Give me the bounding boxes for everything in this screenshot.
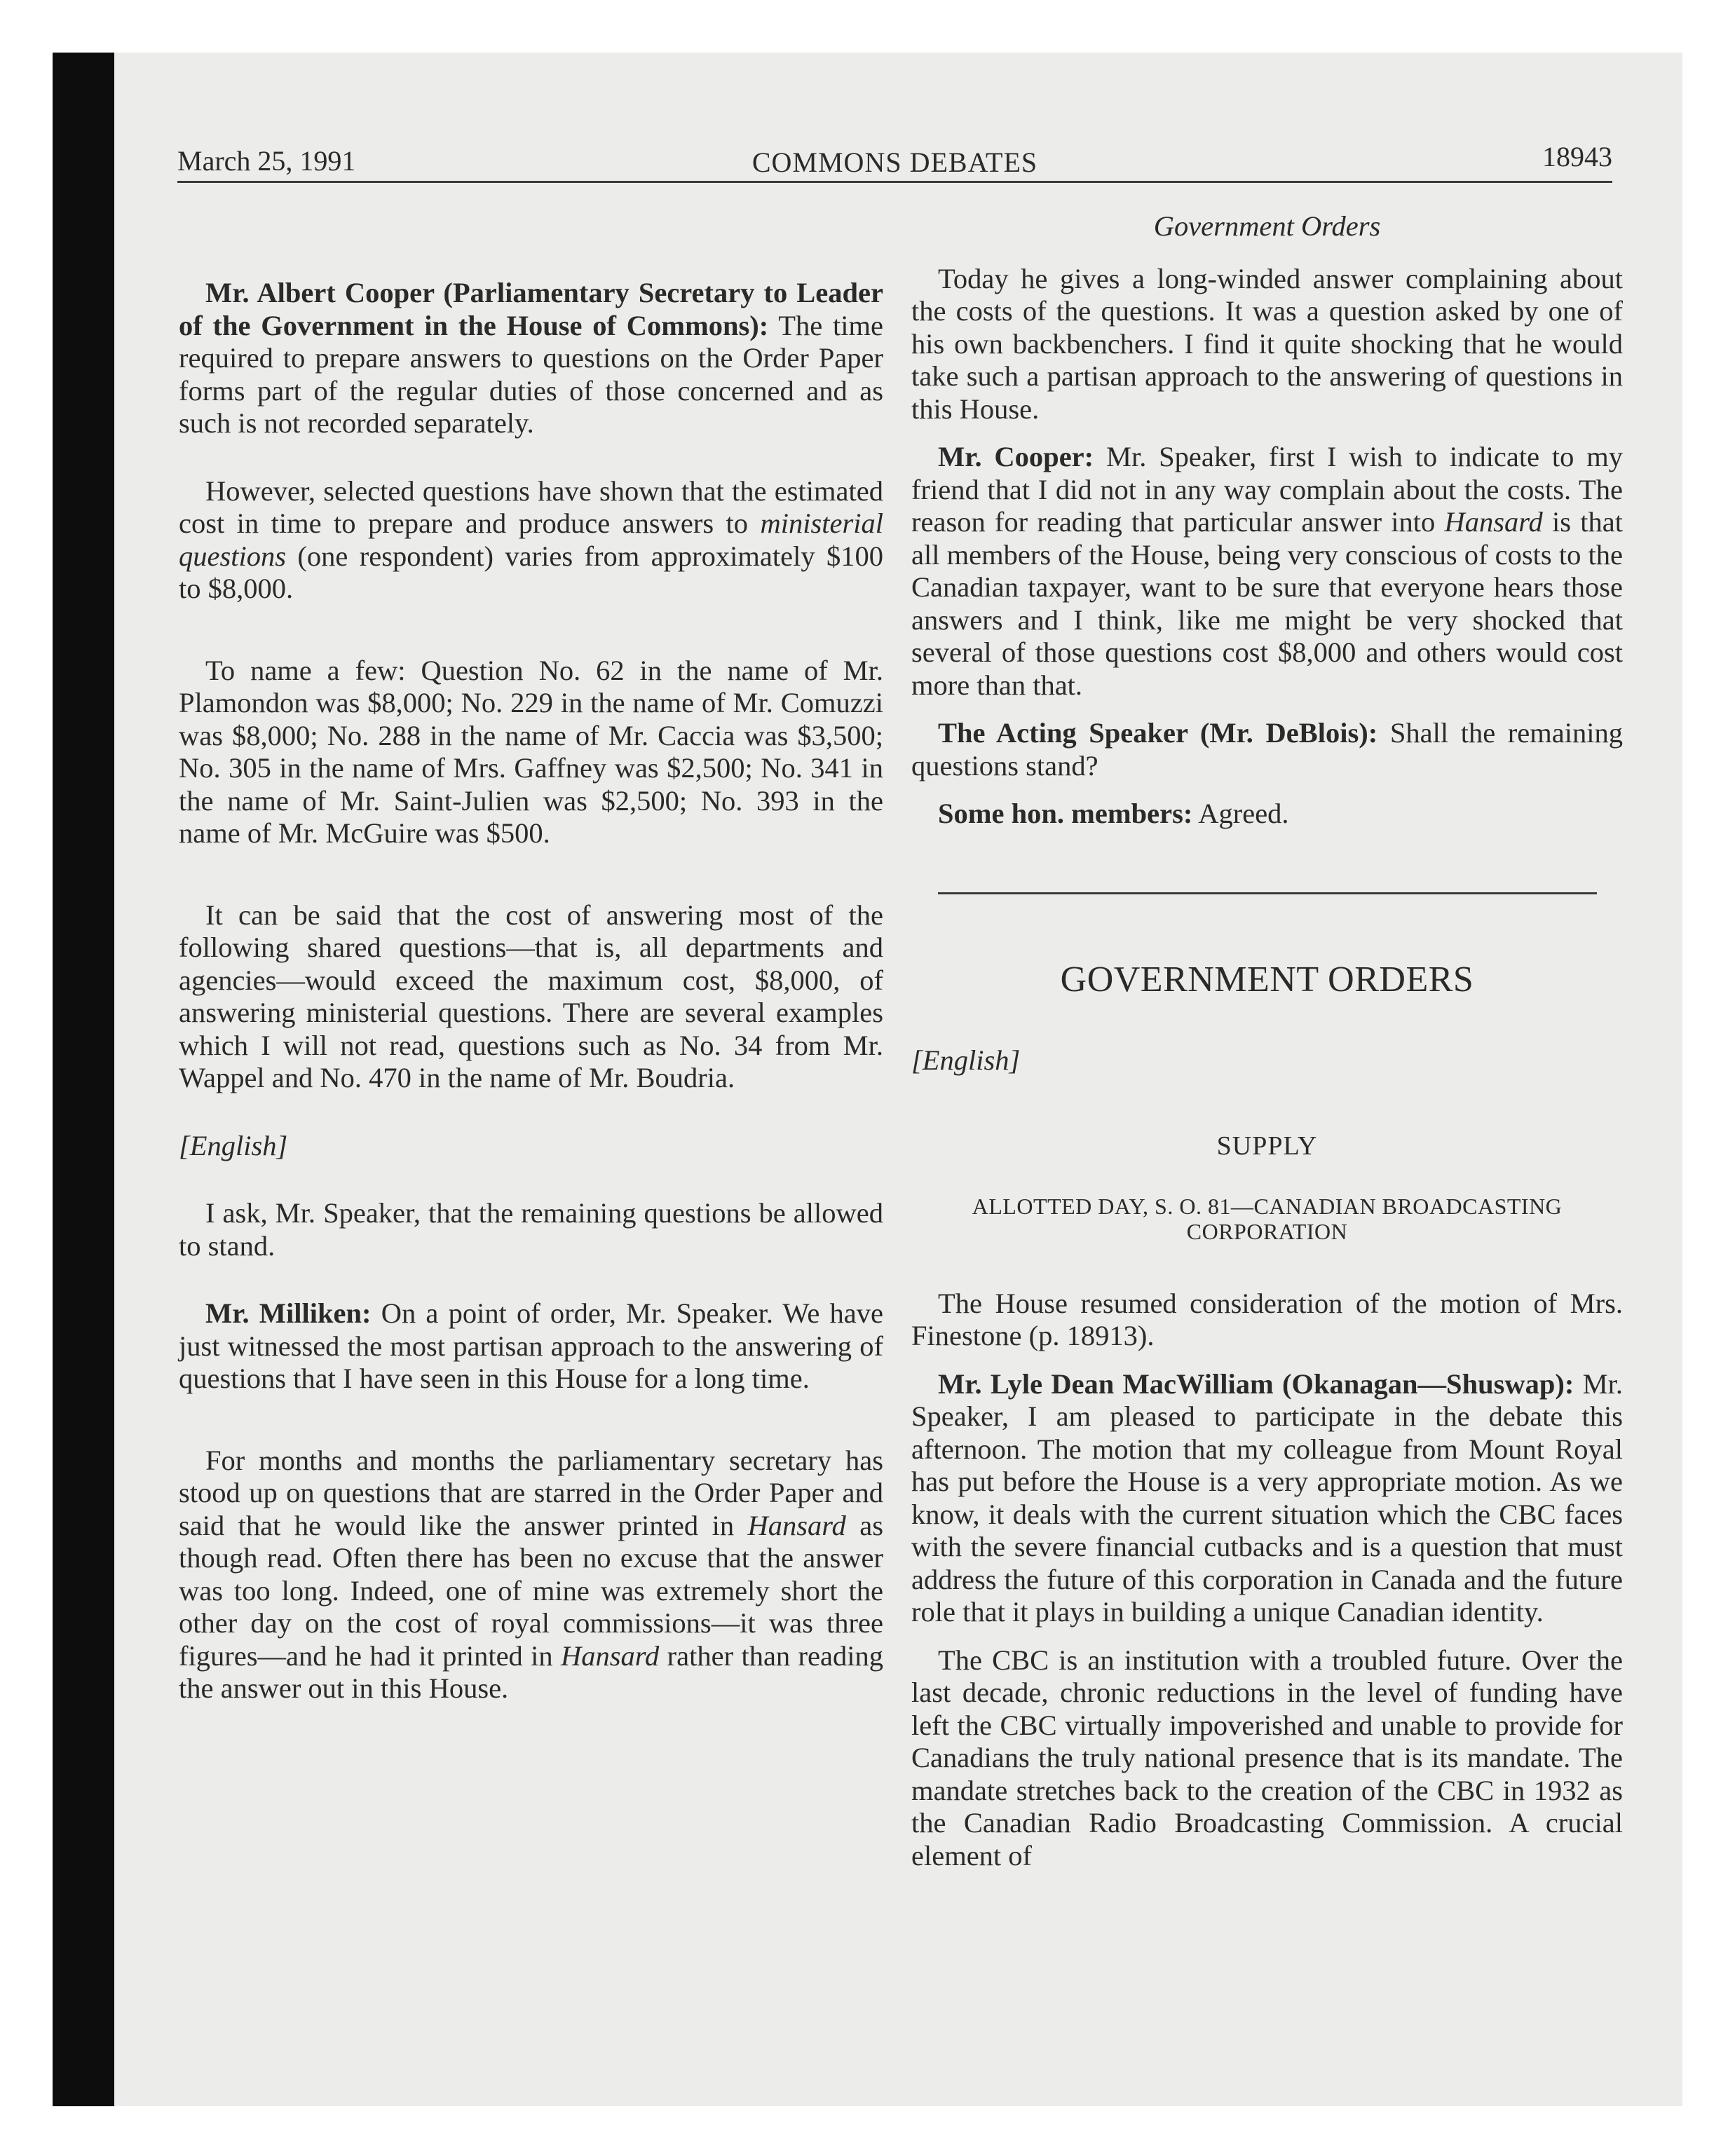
header-date: March 25, 1991 (177, 145, 356, 177)
speaker-name: Mr. Albert Cooper (Parliamentary Secretary to Leader of the Government in the House of Commons): (179, 277, 883, 341)
paragraph-cooper-answer (179, 277, 883, 440)
paragraph-cbc-institution: The CBC is an institution with a troubled future. Over the last decade, chronic reductions in the level of funding have left the CBC virtually impoverished and unable to provide for Canadians the truly national presence that is its mandate. The mandate stretches back to the creation of the CBC in 1932 as the Canadian Radio Broadcasting Commission. A crucial element of (911, 1644, 1623, 1871)
speech-text: For months and months the parliamentary secretary has stood up on questions that are starred in the Order Paper and said that he would like the answer printed in (179, 1444, 883, 1541)
paragraph-name-a-few: To name a few: Question No. 62 in the name of Mr. Plamondon was $8,000; No. 229 in the name of Mr. Comuzzi was $8,000; No. 288 in the name of Mr. Caccia was $3,500; No. 305 in the name of Mrs. Gaffney was $2,500; No. 341 in the name of Mr. Saint-Julien was $2,500; No. 393 in the name of Mr. McGuire was $500. (179, 654, 883, 849)
speaker-name: Mr. Milliken: (205, 1297, 372, 1329)
emphasis-text: Hansard (561, 1639, 660, 1672)
speech-text: On a point of order, Mr. Speaker. We have just witnessed the most partisan approach to the answering of questions that I have seen in this House for a long time. (179, 1297, 883, 1394)
speech-text: However, selected questions have shown that the estimated cost in time to prepare and produce answers to (179, 475, 883, 539)
speaker-name: Mr. Cooper: (938, 441, 1094, 472)
language-marker: [English] (179, 1129, 288, 1161)
speech-text: Shall the remaining questions stand? (911, 717, 1623, 782)
paragraph-remaining-questions: I ask, Mr. Speaker, that the remaining questions be allowed to stand. (179, 1197, 883, 1262)
paragraph-agreed (911, 798, 1623, 831)
left-column (179, 210, 883, 1705)
speech-text: (one respondent) varies from approximately $100 to $8,000. (179, 540, 883, 604)
speaker-name: The Acting Speaker (Mr. DeBlois): (938, 717, 1378, 749)
paragraph-house-resumed: The House resumed consideration of the motion of Mrs. Finestone (p. 18913). (911, 1287, 1623, 1351)
speaker-name: Mr. Lyle Dean MacWilliam (Okanagan—Shuswap): (938, 1367, 1574, 1400)
emphasis-text: Hansard (747, 1509, 846, 1541)
section-label: Government Orders (1153, 210, 1381, 242)
paragraph-selected-questions (179, 475, 883, 606)
scanner-binding-edge (53, 53, 114, 2106)
page-header (177, 140, 1612, 183)
speech-text: is that all members of the House, being very conscious of costs to the Canadian taxpayer, want to be sure that everyone hears those answers and I think, like me might be very shocked that several of those questions cost $8,000 and others would cost more than that. (911, 506, 1623, 701)
emphasis-text: ministerial questions (179, 507, 883, 572)
paragraph-long-winded: Today he gives a long-winded answer complaining about the costs of the questions. It was a question asked by one of his own backbenchers. I find it quite shocking that he would take such a partisan approach to the answering of questions in this House. (911, 262, 1623, 425)
emphasis-text: Hansard (1444, 506, 1543, 538)
paragraph-shared-questions: It can be said that the cost of answering most of the following shared questions—that is, all departments and agencies—would exceed the maximum cost, $8,000, of answering ministerial questions. There are several examples which I will not read, questions such as No. 34 from Mr. Wappel and No. 470 in the name of Mr. Boudria. (179, 899, 883, 1093)
paragraph-acting-speaker (911, 717, 1623, 782)
speech-text: rather than reading the answer out in this House. (179, 1639, 883, 1704)
speech-text: The time required to prepare answers to questions on the Order Paper forms part of the regular duties of those concerned and as such is not recorded separately. (179, 309, 884, 439)
page-number: 18943 (1542, 141, 1612, 172)
speaker-name: Some hon. members: (938, 798, 1193, 829)
header-title: COMMONS DEBATES (751, 146, 1038, 178)
speech-text: Mr. Speaker, I am pleased to participate in the debate this afternoon. The motion that my colleague from Mount Royal has put before the House is a very appropriate motion. As we know, it deals with the current situation which the CBC faces with the severe financial cutbacks and is a question that must address the future of this corporation in Canada and the future role that it plays in building a unique Canadian identity. (911, 1367, 1623, 1628)
paragraph-months (179, 1445, 883, 1705)
heading-government-orders: GOVERNMENT ORDERS (1060, 959, 1474, 999)
paragraph-cooper-reply (911, 441, 1623, 702)
speech-text: Mr. Speaker, first I wish to indicate to my friend that I did not in any way complain about the costs. The reason for reading that particular answer into (911, 441, 1623, 538)
heading-supply: SUPPLY (1216, 1131, 1318, 1161)
section-divider (938, 892, 1597, 894)
speech-text: as though read. Often there has been no excuse that the answer was too long. Indeed, one of mine was extremely short the other day on the cost of royal commissions—it was three figures—and he had it printed in (179, 1509, 883, 1672)
heading-allotted-day: ALLOTTED DAY, S. O. 81—CANADIAN BROADCASTING CORPORATION (972, 1193, 1563, 1244)
right-column (911, 210, 1623, 1872)
speech-text: Agreed. (1192, 798, 1289, 829)
paragraph-milliken (179, 1297, 883, 1396)
paragraph-macwilliam (911, 1368, 1623, 1629)
language-marker: [English] (911, 1044, 1021, 1076)
